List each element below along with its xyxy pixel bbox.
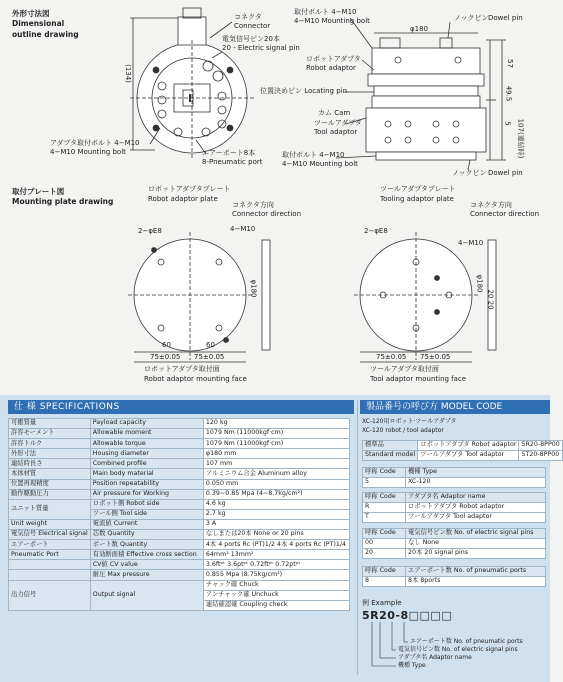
tool-face-en: Tool adaptor mounting face [370,375,467,383]
robot-conn-dir-en: Connector direction [232,210,302,218]
elec-label: 電気信号 Electrical signal [9,530,91,540]
eff-label: 有効断面積 Effective cross section [90,550,203,560]
adaptor-code-table [362,492,546,523]
robot-d75a: 75±0.05 [150,353,181,361]
model-intro-1: XC-120用ロボット·ツールアダプタ [362,418,457,425]
g2-hd-b: アダプタ名 Adaptor name [406,493,546,503]
cv-value: 3.6ftᵖᵗ 3.6ptᵖᵗ 0.72ftᵖᵗ 0.72ptᵖᵗ [203,560,349,570]
spec-row [9,469,350,479]
pneumatic-code-table [362,566,546,587]
spec-value: 1079 Nm (11000kgf·cm) [203,429,349,439]
spec-value: 107 mm [203,459,349,469]
air-label-en: Pneumatic Port [9,550,91,560]
tool-d2020: 20 20 [486,289,495,310]
robot-plate-jp: ロボットアダプタプレート [148,185,231,193]
dim-107: 107(連結時) [516,118,525,159]
section-divider [357,400,358,675]
g1-a: 5 [363,478,406,488]
elec-pin-en: 20 - Electric signal pin [222,44,300,52]
robot-m10: 4−M10 [230,225,256,233]
g2-t-a: T [363,513,406,523]
g4-1-b: 8本 8ports [406,577,546,587]
robot-d60a: 60 [162,341,171,349]
spec-label-jp: 外形寸法 [9,449,91,459]
cam-label: カム Cam [318,109,351,117]
spec-row [9,449,350,459]
spec-value: 0.050 mm [203,479,349,489]
tool-conn-dir-jp: コネクタ方向 [470,201,512,209]
g4-1-a: 8 [363,577,406,587]
example-pins: 電気信号ピン数 No. of electric signal pins [398,646,518,653]
robot-phi180: φ180 [249,279,258,298]
std-r: ロボットアダプタ Robot adaptor [418,441,519,451]
spec-row [9,419,350,429]
std-r-code: 5R20-8PP00 [519,441,562,451]
robot-face-jp: ロボットアダプタ取付面 [144,365,220,373]
dim-57: 57 [505,59,514,68]
spec-value: 0.39∼0.85 Mpa (4∼8.7kg/cm²) [203,489,349,499]
dim-49-5: 49.5 [504,85,513,102]
g1-hd-a: 呼称 Code [363,468,406,478]
dowel-bot-en: Dowel pin [488,169,523,177]
locating-pin: 位置決めピン Locating pin [260,87,348,95]
cv-label: CV値 CV value [90,560,203,570]
standard-model-table [362,440,563,461]
spec-label-jp: 可搬質量 [9,419,91,429]
connector-jp: コネクタ [234,13,262,21]
mount-bolt-top-en: 4−M10 Mounting bolt [294,17,370,25]
out-2: アンチャック確 Unchuck [203,590,349,600]
example-type: 機種 Type [398,662,426,669]
robot-side-value: 4.6 kg [203,499,349,509]
robot-adaptor-en: Robot adaptor [306,64,356,72]
std-jp: 標準品 [363,441,418,451]
spec-label-jp: 位置再現精度 [9,479,91,489]
out-1: チャック確 Chuck [203,580,349,590]
model-code-title: 製品番号の呼び方 MODEL CODE [360,400,550,414]
out-label-en: Output signal [90,580,203,610]
dowel-top-en: Dowel pin [488,14,523,22]
spec-row [9,429,350,439]
robot-d60b: 60 [206,341,215,349]
g4-hd-a: 呼称 Code [363,567,406,577]
g1-b: XC-120 [406,478,546,488]
dowel-top-jp: ノックピン [454,14,489,22]
tool-face-jp: ツールアダプタ取付面 [370,365,439,373]
adaptor-bolt-en: 4−M10 Mounting bolt [50,148,126,156]
g2-t-b: ツールアダプタ Tool adaptor [406,513,546,523]
robot-conn-dir-jp: コネクタ方向 [232,201,274,209]
g1-hd-b: 機種 Type [406,468,546,478]
unit-weight-en: Unit weight [9,519,91,529]
tool-adaptor-en: Tool adaptor [314,128,358,136]
spec-value: φ180 mm [203,449,349,459]
robot-plate-en: Robot adaptor plate [148,195,218,203]
std-en: Standard model [363,451,418,461]
spec-label-en: Housing diameter [90,449,203,459]
air-label: エアーポート [9,540,91,550]
spec-title: 仕 様 SPECIFICATIONS [8,400,354,414]
g2-r-a: R [363,503,406,513]
spec-row [9,489,350,499]
spec-value: 1079 Nm (11000kgf·cm) [203,439,349,449]
dowel-bot-jp: ノックピン [452,169,487,177]
robot-d75b: 75±0.05 [194,353,225,361]
maxp-value: 0.855 Mpa (8.75kg/cm²) [203,570,349,580]
spec-label-en: Combined profile [90,459,203,469]
out-label: 出力信号 [9,580,91,610]
current-label: 電流値 Current [90,519,203,529]
type-code-table [362,467,546,488]
mounting-title-en: Mounting plate drawing [12,197,114,206]
spec-label-en: Main body material [90,469,203,479]
tool-adaptor-jp: ツールアダプタ [314,119,362,127]
tool-m10: 4−M10 [458,239,484,247]
tool-side-value: 2.7 kg [203,509,349,519]
g2-r-b: ロボットアダプタ Robot adaptor [406,503,546,513]
eff-value: 64mm² 13mm² [203,550,349,560]
spec-label-en: Allowable moment [90,429,203,439]
out-3: 連結確認確 Coupling check [203,600,349,610]
g3-1-b: なし None [406,539,546,549]
adaptor-bolt-jp: アダプタ取付ボルト 4−M10 [50,139,140,147]
tool-conn-dir-en: Connector direction [470,210,540,218]
example-code: 5R20-8□□□□ [362,609,453,622]
tool-phi-e8: 2−φE8 [364,227,388,235]
example-label: 例 Example [362,599,402,607]
qty-label: 芯数 Quantity [90,530,203,540]
spec-value: 120 kg [203,419,349,429]
g3-hd-a: 呼称 Code [363,529,406,539]
spec-label-jp: 連結時長さ [9,459,91,469]
mount-bolt-bot-jp: 取付ボルト 4−M10 [282,151,345,159]
qty-value: なしまたは20本 None or 20 pins [203,530,349,540]
spec-label-en: Allowable torque [90,439,203,449]
air-port-en: 8-Pneumatic port [202,158,263,166]
mount-bolt-top-jp: 取付ボルト 4−M10 [294,8,357,16]
spec-label-jp: 本体材質 [9,469,91,479]
robot-face-en: Robot adaptor mounting face [144,375,247,383]
spec-label-en: Position repeatability [90,479,203,489]
std-t-code: 5T20-8PP00 [519,451,562,461]
spec-label-jp: 許容トルク [9,439,91,449]
g3-1-a: 00 [363,539,406,549]
tool-phi180: φ180 [475,274,484,293]
current-value: 3 A [203,519,349,529]
dimensional-title-jp: 外形寸法図 [12,9,50,18]
spec-label-en: Air pressure for Working [90,489,203,499]
g4-hd-b: エアーポート数 No. of pneumatic ports [406,567,546,577]
dim-134: (134) [123,64,132,83]
std-t: ツールアダプタ Tool adaptor [418,451,519,461]
tool-plate-jp: ツールアダプタプレート [380,185,456,193]
robot-adaptor-jp: ロボットアダプタ [306,55,361,63]
mounting-title-jp: 取付プレート図 [12,187,65,196]
spec-table [8,418,350,611]
g2-hd-a: 呼称 Code [363,493,406,503]
signal-pin-code-table [362,528,546,559]
spec-row [9,479,350,489]
robot-side-label: ロボット側 Robot side [90,499,203,509]
tool-side-label: ツール側 Tool side [90,509,203,519]
g3-hd-b: 電気信号ピン数 No. of electric signal pins [406,529,546,539]
connector-en: Connector [234,22,271,30]
maxp-label: 耐圧 Max pressure [90,570,203,580]
spec-label-en: Payload capacity [90,419,203,429]
g3-2-a: 20 [363,549,406,559]
robot-phi-e8: 2−φE8 [138,227,162,235]
g3-2-b: 20本 20 signal pins [406,549,546,559]
spec-label-jp: 動作駆動圧力 [9,489,91,499]
spec-label-jp: 許容モーメント [9,429,91,439]
spec-row [9,439,350,449]
port-value: 4本 4 ports Rc (PT)1/2 4本 4 ports Rc (PT)1/4 [203,540,349,550]
mount-bolt-bot-en: 4−M10 Mounting bolt [282,160,358,168]
tool-d75b: 75±0.05 [420,353,451,361]
dim-5: 5 [503,121,512,126]
elec-pin-jp: 電気信号ピン20本 [222,35,280,43]
tool-plate-en: Tooling adaptor plate [380,195,454,203]
phi180-top: φ180 [410,25,428,33]
spec-value: アルミニウム合金 Aluminum alloy [203,469,349,479]
example-ports: エアーポート数 No. of pneumatic ports [410,638,523,645]
unit-weight-label: ユニット質量 [9,499,91,519]
port-label: ポート数 Quantity [90,540,203,550]
tool-d75a: 75±0.05 [376,353,407,361]
spec-row [9,459,350,469]
dimensional-title-en-2: outline drawing [12,30,79,39]
dimensional-title-en-1: Dimensional [12,19,65,28]
example-adaptor: アダプタ名 Adaptor name [398,654,472,661]
model-intro-2: XC-120 robot / tool adaptor [362,427,444,434]
air-port-jp: エアーポート8本 [202,149,256,157]
